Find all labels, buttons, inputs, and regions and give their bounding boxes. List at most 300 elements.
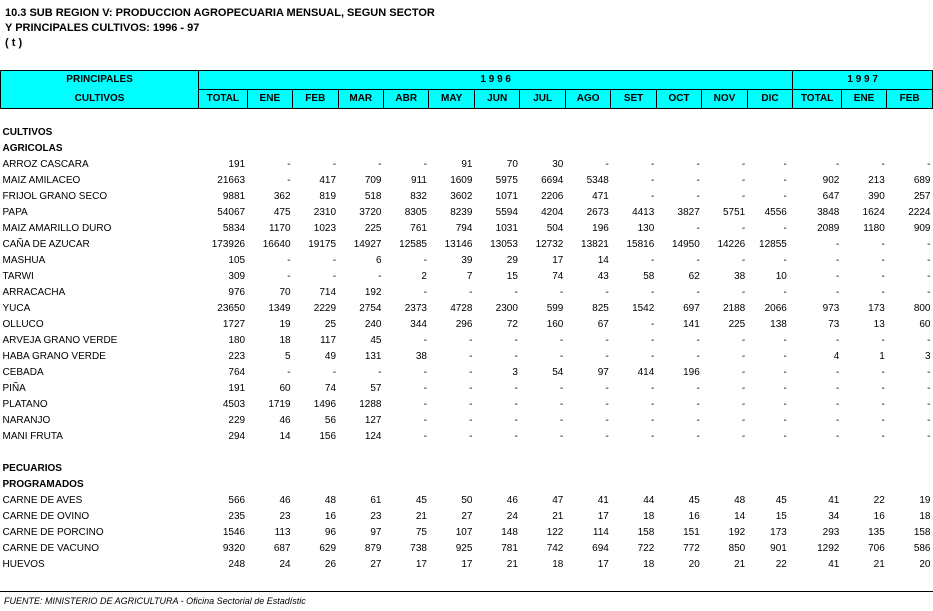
value-cell: 46 (279, 415, 291, 426)
value-cell: 61 (370, 495, 382, 506)
value-cell: - (287, 159, 291, 170)
value-cell: - (378, 271, 382, 282)
value-cell: 23650 (217, 303, 246, 314)
value-cell: - (696, 335, 700, 346)
value-cell: 17 (597, 511, 609, 522)
value-cell: 12585 (399, 239, 427, 250)
value-cell: - (696, 415, 700, 426)
value-cell: 13053 (490, 239, 518, 250)
value-cell: - (469, 383, 473, 394)
value-cell: 417 (319, 175, 337, 186)
value-cell: - (605, 383, 609, 394)
value-cell: - (927, 255, 931, 266)
value-cell: - (423, 415, 427, 426)
value-cell: - (741, 175, 746, 186)
value-cell: 15 (506, 271, 518, 282)
value-cell: 97 (597, 367, 609, 378)
value-cell: 4204 (541, 207, 564, 218)
value-cell: 294 (228, 431, 246, 442)
value-cell: - (650, 383, 655, 394)
value-cell: - (469, 287, 473, 298)
value-cell: 58 (643, 271, 655, 282)
value-cell: - (696, 383, 700, 394)
value-cell: 45 (370, 335, 382, 346)
value-cell: - (514, 383, 518, 394)
value-cell: 2673 (586, 207, 609, 218)
header-month-1997-0: TOTAL (793, 90, 842, 109)
value-cell: 131 (364, 351, 382, 362)
value-cell: 722 (637, 543, 655, 554)
value-cell: 2089 (817, 223, 840, 234)
value-cell: - (514, 287, 518, 298)
value-cell: - (783, 191, 787, 202)
value-cell: 5834 (222, 223, 246, 234)
row-label: FRIJOL GRANO SECO (2, 191, 108, 202)
value-cell: 18 (643, 511, 655, 522)
value-cell: - (650, 319, 655, 330)
value-cell: 344 (410, 319, 427, 330)
value-cell: - (287, 175, 291, 186)
value-cell: 122 (546, 527, 564, 538)
value-cell: 2 (421, 271, 427, 282)
value-cell: - (650, 351, 655, 362)
value-cell: - (783, 367, 787, 378)
value-cell: - (741, 223, 746, 234)
row-label: HABA GRANO VERDE (2, 351, 106, 362)
header-month-1996-12: DIC (747, 90, 793, 109)
value-cell: 764 (228, 367, 246, 378)
value-cell: - (423, 399, 427, 410)
value-cell: 5975 (495, 175, 518, 186)
table-row (1, 413, 933, 429)
value-cell: 223 (228, 351, 246, 362)
value-cell: 901 (770, 543, 787, 554)
table-row (1, 317, 933, 333)
row-label: NARANJO (2, 415, 51, 426)
header-month-1997-1: ENE (841, 90, 886, 109)
value-cell: 48 (324, 495, 337, 506)
value-cell: - (881, 271, 885, 282)
value-cell: - (469, 351, 473, 362)
value-cell: - (783, 415, 787, 426)
value-cell: 160 (546, 319, 564, 330)
value-cell: - (650, 191, 655, 202)
value-cell: 21 (873, 559, 885, 570)
value-cell: 1180 (863, 223, 885, 234)
value-cell: 1023 (313, 223, 337, 234)
value-cell: 151 (683, 527, 700, 538)
value-cell: 3 (512, 367, 518, 378)
value-cell: - (741, 351, 746, 362)
value-cell: 25 (324, 319, 337, 330)
value-cell: - (514, 431, 518, 442)
table-row (1, 429, 933, 445)
value-cell: 8305 (404, 207, 427, 218)
value-cell: 173 (868, 303, 885, 314)
value-cell: 19 (919, 495, 931, 506)
spacer-cell (1, 109, 933, 126)
value-cell: - (783, 351, 787, 362)
value-cell: - (560, 383, 564, 394)
value-cell: - (605, 159, 609, 170)
value-cell: 47 (552, 495, 564, 506)
section-heading-row (1, 141, 933, 157)
value-cell: 74 (552, 271, 564, 282)
value-cell: 2224 (908, 207, 931, 218)
value-cell: - (423, 383, 427, 394)
value-cell: 180 (228, 335, 246, 346)
value-cell: 173 (770, 527, 787, 538)
header-month-1996-9: SET (611, 90, 656, 109)
row-label: ARRACACHA (2, 287, 66, 298)
value-cell: 20 (688, 559, 700, 570)
value-cell: 902 (822, 175, 840, 186)
value-cell: - (378, 367, 382, 378)
value-cell: - (835, 159, 840, 170)
section-heading-row (1, 461, 933, 477)
value-cell: - (514, 399, 518, 410)
row-label: ARVEJA GRANO VERDE (2, 335, 118, 346)
value-cell: - (835, 415, 840, 426)
value-cell: 96 (324, 527, 337, 538)
value-cell: 235 (228, 511, 246, 522)
section-heading-row (1, 125, 933, 141)
value-cell: - (423, 367, 427, 378)
value-cell: - (783, 223, 787, 234)
value-cell: 414 (637, 367, 655, 378)
value-cell: 9881 (222, 191, 246, 202)
value-cell: - (560, 431, 564, 442)
value-cell: 2229 (313, 303, 337, 314)
table-row (1, 285, 933, 301)
value-cell: 196 (592, 223, 609, 234)
value-cell: - (835, 255, 840, 266)
value-cell: 3720 (359, 207, 382, 218)
value-cell: 850 (728, 543, 746, 554)
value-cell: - (783, 175, 787, 186)
value-cell: 23 (279, 511, 291, 522)
value-cell: - (927, 239, 931, 250)
value-cell: 772 (683, 543, 700, 554)
value-cell: 5 (285, 351, 291, 362)
value-cell: 213 (868, 175, 885, 186)
value-cell: 225 (364, 223, 382, 234)
value-cell: - (835, 367, 840, 378)
value-cell: - (605, 351, 609, 362)
value-cell: 74 (324, 383, 337, 394)
table-row (1, 349, 933, 365)
row-label: CEBADA (2, 367, 44, 378)
section-heading: PROGRAMADOS (2, 479, 84, 490)
value-cell: 91 (461, 159, 473, 170)
value-cell: 14927 (353, 239, 382, 250)
value-cell: - (741, 159, 746, 170)
value-cell: - (881, 367, 885, 378)
value-cell: - (696, 223, 700, 234)
value-cell: 38 (415, 351, 427, 362)
value-cell: 1496 (313, 399, 337, 410)
table-row (1, 509, 933, 525)
table-row (1, 205, 933, 221)
value-cell: 800 (913, 303, 931, 314)
value-cell: - (881, 415, 885, 426)
value-cell: 141 (683, 319, 700, 330)
value-cell: 3 (924, 351, 931, 362)
title-line-2: Y PRINCIPALES CULTIVOS: 1996 - 97 (5, 22, 200, 34)
value-cell: - (423, 431, 427, 442)
value-cell: - (741, 335, 746, 346)
value-cell: - (650, 287, 655, 298)
value-cell: 925 (455, 543, 473, 554)
value-cell: 2066 (764, 303, 787, 314)
value-cell: 911 (411, 175, 427, 186)
value-cell: 46 (279, 495, 291, 506)
value-cell: 16 (873, 511, 885, 522)
value-cell: 48 (734, 495, 746, 506)
value-cell: 49 (324, 351, 337, 362)
value-cell: 41 (597, 495, 609, 506)
value-cell: 135 (868, 527, 885, 538)
value-cell: - (650, 255, 655, 266)
value-cell: 825 (592, 303, 609, 314)
value-cell: 39 (461, 255, 473, 266)
row-label: ARROZ CASCARA (2, 159, 89, 170)
table-row (1, 381, 933, 397)
value-cell: 38 (734, 271, 746, 282)
value-cell: - (514, 351, 518, 362)
value-cell: - (881, 383, 885, 394)
value-cell: - (423, 159, 427, 170)
value-cell: - (835, 335, 840, 346)
row-label: CARNE DE VACUNO (2, 543, 99, 554)
value-cell: - (696, 287, 700, 298)
value-cell: 17 (415, 559, 427, 570)
header-month-1996-0: TOTAL (199, 90, 248, 109)
value-cell: 248 (228, 559, 246, 570)
header-month-1996-8: AGO (565, 90, 610, 109)
header-month-1996-2: FEB (293, 90, 338, 109)
value-cell: - (560, 351, 564, 362)
value-cell: 17 (597, 559, 609, 570)
value-cell: 296 (455, 319, 473, 330)
value-cell: - (560, 415, 564, 426)
table-body (1, 109, 933, 574)
value-cell: 45 (688, 495, 700, 506)
value-cell: 2300 (495, 303, 518, 314)
value-cell: 709 (364, 175, 382, 186)
value-cell: 742 (546, 543, 564, 554)
header-month-1996-10: OCT (656, 90, 701, 109)
value-cell: - (881, 255, 885, 266)
value-cell: - (696, 431, 700, 442)
value-cell: - (783, 255, 787, 266)
value-cell: 114 (592, 527, 609, 538)
value-cell: 599 (546, 303, 564, 314)
value-cell: 124 (364, 431, 382, 442)
value-cell: 60 (919, 319, 931, 330)
row-label: OLLUCO (2, 319, 44, 330)
value-cell: 13146 (444, 239, 473, 250)
value-cell: - (650, 399, 655, 410)
row-label: MANI FRUTA (2, 431, 63, 442)
value-cell: 2206 (541, 191, 564, 202)
row-label: YUCA (2, 303, 31, 314)
value-cell: 130 (637, 223, 655, 234)
value-cell: 24 (279, 559, 291, 570)
value-cell: 14226 (717, 239, 746, 250)
header-month-1997-2: FEB (887, 90, 933, 109)
value-cell: 9320 (222, 543, 246, 554)
value-cell: 518 (364, 191, 382, 202)
value-cell: 44 (643, 495, 655, 506)
value-cell: 70 (279, 287, 291, 298)
value-cell: 1031 (495, 223, 518, 234)
value-cell: 29 (506, 255, 518, 266)
row-label: CARNE DE AVES (2, 495, 83, 506)
value-cell: 14 (734, 511, 746, 522)
value-cell: - (650, 175, 655, 186)
value-cell: - (332, 367, 337, 378)
value-cell: - (605, 399, 609, 410)
section-heading: PECUARIOS (2, 463, 62, 474)
value-cell: 629 (319, 543, 337, 554)
value-cell: 27 (370, 559, 382, 570)
value-cell: - (287, 271, 291, 282)
value-cell: 504 (546, 223, 564, 234)
value-cell: - (287, 367, 291, 378)
value-cell: 117 (320, 335, 337, 346)
table-row (1, 253, 933, 269)
value-cell: 3848 (817, 207, 840, 218)
value-cell: - (835, 271, 840, 282)
value-cell: - (741, 191, 746, 202)
value-cell: - (332, 255, 337, 266)
value-cell: 67 (597, 319, 609, 330)
value-cell: 14 (597, 255, 609, 266)
row-label: HUEVOS (2, 559, 45, 570)
value-cell: 2373 (404, 303, 427, 314)
value-cell: 2188 (723, 303, 746, 314)
table-row (1, 557, 933, 573)
value-cell: - (469, 415, 473, 426)
table-row (1, 333, 933, 349)
value-cell: - (783, 335, 787, 346)
row-label: PIÑA (2, 383, 26, 394)
value-cell: 72 (506, 319, 518, 330)
value-cell: 19 (279, 319, 291, 330)
value-cell: - (514, 335, 518, 346)
value-cell: 127 (364, 415, 382, 426)
value-cell: 16640 (262, 239, 291, 250)
value-cell: - (927, 399, 931, 410)
value-cell: - (469, 399, 473, 410)
value-cell: 27 (461, 511, 473, 522)
value-cell: - (927, 367, 931, 378)
value-cell: 1609 (450, 175, 473, 186)
value-cell: 714 (319, 287, 337, 298)
value-cell: 173926 (211, 239, 246, 250)
table-row (1, 397, 933, 413)
source-footnote: FUENTE: MINISTERIO DE AGRICULTURA - Oficina Sectorial de Estadístic (4, 596, 306, 606)
value-cell: - (783, 159, 787, 170)
value-cell: 15 (775, 511, 787, 522)
value-cell: - (423, 335, 427, 346)
value-cell: 8239 (450, 207, 473, 218)
value-cell: - (696, 351, 700, 362)
row-label: PLATANO (2, 399, 48, 410)
value-cell: 16 (324, 511, 337, 522)
value-cell: 1624 (862, 207, 885, 218)
value-cell: 16 (688, 511, 700, 522)
value-cell: 18 (552, 559, 564, 570)
value-cell: 819 (319, 191, 337, 202)
table-row (1, 189, 933, 205)
header-row-years (1, 71, 933, 90)
value-cell: 60 (279, 383, 291, 394)
value-cell: - (560, 287, 564, 298)
value-cell: 1170 (269, 223, 291, 234)
spacer-row (1, 445, 933, 461)
title-line-1: 10.3 SUB REGION V: PRODUCCION AGROPECUARIA MENSUAL, SEGUN SECTOR (5, 7, 435, 19)
value-cell: 909 (913, 223, 931, 234)
table-row (1, 541, 933, 557)
value-cell: 2310 (313, 207, 337, 218)
value-cell: 158 (637, 527, 655, 538)
value-cell: 73 (828, 319, 840, 330)
value-cell: - (741, 415, 746, 426)
value-cell: - (881, 159, 885, 170)
value-cell: 1349 (268, 303, 291, 314)
value-cell: 191 (228, 383, 246, 394)
value-cell: 566 (228, 495, 246, 506)
value-cell: 30 (552, 159, 564, 170)
value-cell: - (927, 335, 931, 346)
header-year-1996: 1 9 9 6 (199, 71, 793, 90)
value-cell: 107 (455, 527, 473, 538)
value-cell: 21 (415, 511, 427, 522)
table-row (1, 493, 933, 509)
row-label: MASHUA (2, 255, 46, 266)
value-cell: 192 (364, 287, 382, 298)
value-cell: 1292 (817, 543, 840, 554)
row-label: CARNE DE OVINO (2, 511, 90, 522)
value-cell: 21 (506, 559, 518, 570)
value-cell: 4503 (222, 399, 246, 410)
value-cell: - (650, 159, 655, 170)
value-cell: - (332, 159, 337, 170)
value-cell: 19175 (308, 239, 337, 250)
value-cell: 6694 (541, 175, 564, 186)
value-cell: 56 (324, 415, 337, 426)
section-heading: AGRICOLAS (2, 143, 63, 154)
value-cell: 6 (375, 255, 382, 266)
value-cell: 1546 (222, 527, 246, 538)
value-cell: 43 (597, 271, 609, 282)
value-cell: 12732 (535, 239, 564, 250)
value-cell: - (741, 383, 746, 394)
value-cell: 738 (410, 543, 427, 554)
value-cell: 62 (688, 271, 700, 282)
value-cell: - (927, 415, 931, 426)
value-cell: 158 (913, 527, 931, 538)
footer-divider (0, 591, 933, 592)
title-unit: ( t ) (5, 37, 23, 49)
value-cell: 976 (228, 287, 246, 298)
value-cell: 471 (592, 191, 609, 202)
row-label: CAÑA DE AZUCAR (2, 239, 90, 250)
table-row (1, 221, 933, 237)
value-cell: 240 (364, 319, 382, 330)
